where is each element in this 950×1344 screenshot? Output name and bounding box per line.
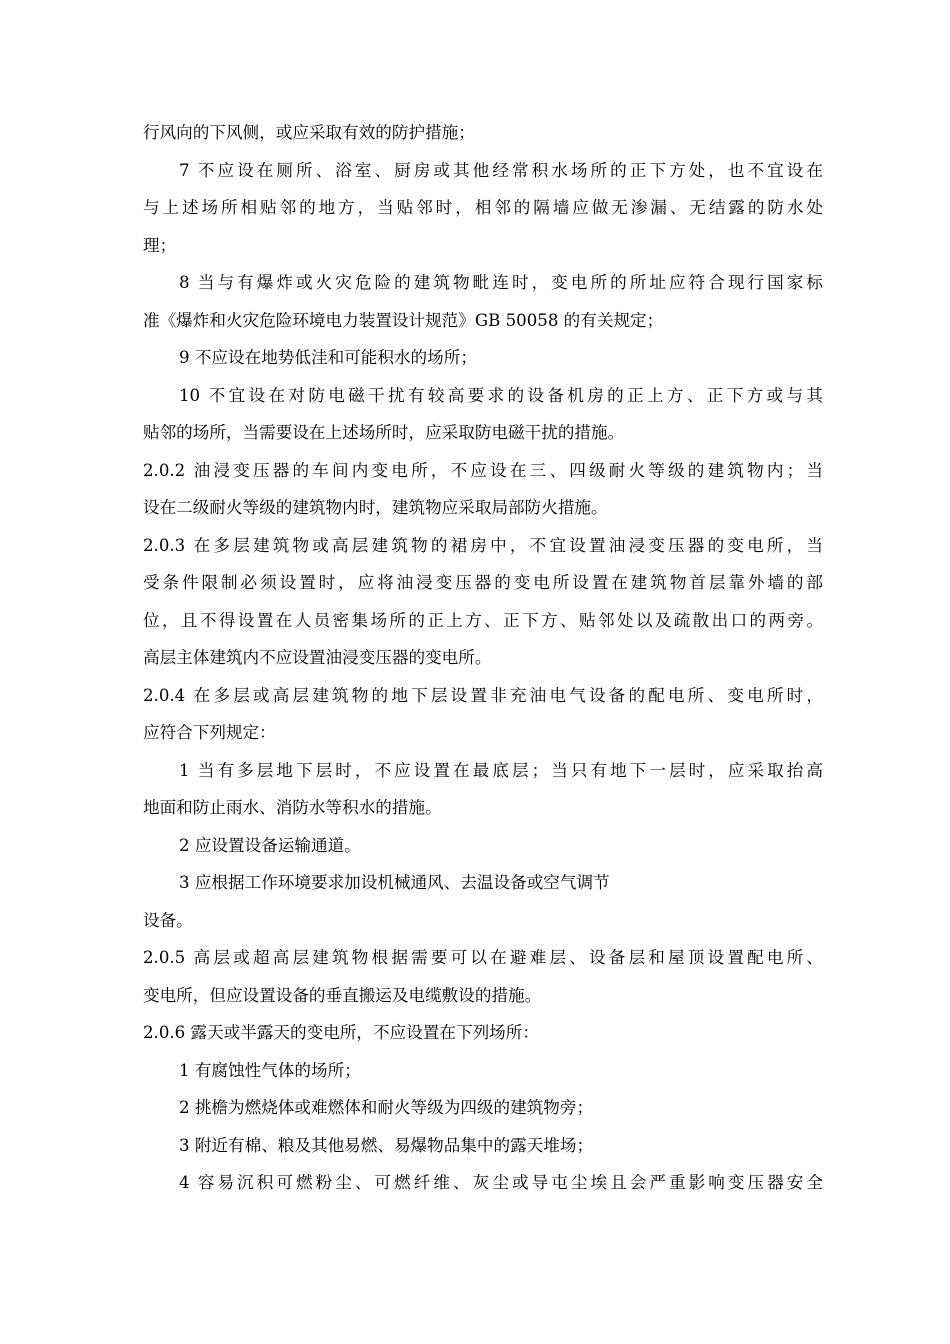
text-line: 行风向的下风侧，或应采取有效的防护措施；: [143, 123, 475, 142]
text-line: 地面和防止雨水、消防水等积水的措施。: [143, 798, 442, 817]
text-line: 准《爆炸和火灾危险环境电力装置设计规范》GB 50058 的有关规定；: [143, 310, 664, 330]
text-line: 2.0.2 油浸变压器的车间内变电所，不应设在三、四级耐火等级的建筑物内；当: [143, 460, 823, 480]
text-line: 设备。: [143, 910, 193, 930]
text-line: 8 当与有爆炸或火灾危险的建筑物毗连时，变电所的所址应符合现行国家标: [179, 273, 823, 292]
text-line: 9 不应设在地势低洼和可能积水的场所；: [179, 348, 477, 367]
text-line: 应符合下列规定：: [143, 723, 276, 742]
text-line: 与上述场所相贴邻的地方，当贴邻时，相邻的隔墙应做无渗漏、无结露的防水处: [143, 198, 823, 217]
text-line: 2.0.6 露天或半露天的变电所，不应设置在下列场所：: [143, 1023, 539, 1042]
text-line: 贴邻的场所，当需要设在上述场所时，应采取防电磁干扰的措施。: [143, 423, 625, 442]
text-line: 2 应设置设备运输通道。: [179, 835, 361, 855]
text-line: 2.0.5 高层或超高层建筑物根据需要可以在避难层、设备层和屋顶设置配电所、: [143, 948, 823, 967]
text-line: 受条件限制必须设置时，应将油浸变压器的变电所设置在建筑物首层靠外墙的部: [143, 573, 823, 592]
document-body: [143, 114, 823, 1202]
text-line: 2 挑檐为燃烧体或难燃体和耐火等级为四级的建筑物旁；: [179, 1098, 594, 1117]
text-line: 设在二级耐火等级的建筑物内时，建筑物应采取局部防火措施。: [143, 498, 608, 517]
text-line: 7 不应设在厕所、浴室、厨房或其他经常积水场所的正下方处，也不宜设在: [179, 160, 823, 180]
text-line: 位，且不得设置在人员密集场所的正上方、正下方、贴邻处以及疏散出口的两旁。: [143, 610, 823, 630]
text-line: 2.0.4 在多层或高层建筑物的地下层设置非充油电气设备的配电所、变电所时，: [143, 685, 823, 705]
text-line: 1 有腐蚀性气体的场所；: [179, 1060, 361, 1080]
text-line: 3 应根据工作环境要求加设机械通风、去温设备或空气调节: [179, 873, 610, 892]
text-line: 2.0.3 在多层建筑物或高层建筑物的裙房中，不宜设置油浸变压器的变电所，当: [143, 535, 823, 555]
text-line: 高层主体建筑内不应设置油浸变压器的变电所。: [143, 648, 492, 667]
text-line: 变电所，但应设置设备的垂直搬运及电缆敷设的措施。: [143, 985, 542, 1005]
text-line: 理；: [143, 235, 177, 255]
text-line: 4 容易沉积可燃粉尘、可燃纤维、灰尘或导屯尘埃且会严重影响变压器安全: [179, 1173, 823, 1192]
text-line: 1 当有多层地下层时，不应设置在最底层；当只有地下一层时，应采取抬高: [179, 760, 823, 780]
text-line: 10 不宜设在对防电磁干扰有较高要求的设备机房的正上方、正下方或与其: [179, 385, 823, 405]
text-line: 3 附近有棉、粮及其他易燃、易爆物品集中的露天堆场；: [179, 1135, 594, 1155]
